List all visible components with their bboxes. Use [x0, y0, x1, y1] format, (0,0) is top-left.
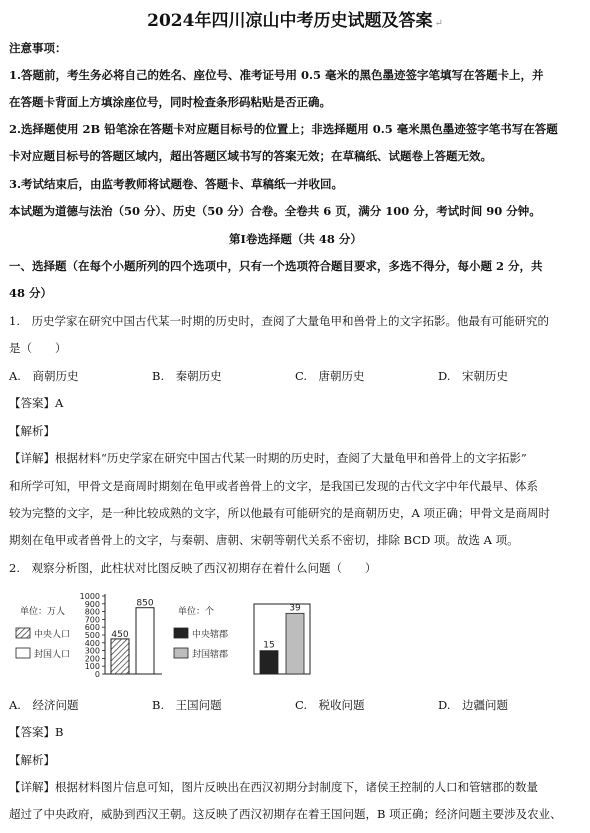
y-tick-label: 500 [84, 631, 100, 640]
question-2-detail-line-1: 【详解】根据材料图片信息可知，图片反映出在西汉初期分封制度下，诸侯王控制的人口和管辖郡的数量 [9, 780, 538, 794]
question-1-stem-line-1: 1. 历史学家在研究中国古代某一时期的历史时，查阅了大量龟甲和兽骨上的文字拓影。他最有可能研究的 [9, 314, 549, 328]
legend-swatch [16, 628, 30, 638]
legend-swatch [16, 648, 30, 658]
question-1-option-b: B. 秦朝历史 [152, 369, 222, 383]
question-1-detail-line-1: 【详解】根据材料“历史学家在研究中国古代某一时期的历史时，查阅了大量龟甲和兽骨上的文字拓影” [9, 451, 527, 465]
section-title: 第Ⅰ卷选择题（共 48 分） [229, 232, 362, 246]
data-label: 15 [263, 640, 275, 651]
legend-swatch [174, 648, 188, 658]
question-1-option-c: C. 唐朝历史 [295, 369, 365, 383]
unit-label: 单位：个 [178, 607, 215, 617]
y-tick-label: 200 [84, 654, 100, 664]
legend-label: 中央辖郡 [192, 630, 229, 640]
data-label: 850 [136, 598, 154, 609]
y-tick-label: 800 [84, 607, 100, 617]
legend-label: 封国辖郡 [192, 650, 229, 660]
notice-item-2-line-1: 2.选择题使用 2B 铅笔涂在答题卡对应题目标号的位置上；非选择题用 0.5 毫米黑色墨迹签字笔书写在答题 [9, 122, 558, 136]
notice-item-3: 3.考试结束后，由监考教师将试题卷、答题卡、草稿纸一并收回。 [9, 177, 344, 191]
question-1-answer: 【答案】A [9, 396, 64, 410]
legend-label: 封国人口 [34, 650, 71, 660]
question-2-detail-line-2: 超过了中央政府，威胁到西汉王朝。这反映了西汉初期存在着王国问题，B 项正确；经济问题主要涉及农业、 [9, 807, 562, 821]
question-1-option-a: A. 商朝历史 [9, 369, 79, 383]
unit-label: 单位：万人 [20, 607, 66, 617]
question-1-detail-line-3: 较为完整的文字，是一种比较成熟的文字，所以他最有可能研究的是商朝历史，A 项正确；甲骨文是商周时 [9, 506, 550, 520]
y-tick-label: 600 [84, 623, 100, 633]
page-title: 2024年四川凉山中考历史试题及答案 ↵ [147, 11, 443, 31]
question-1-detail-line-2: 和所学可知，甲骨文是商周时期刻在龟甲或者兽骨上的文字，是我国已发现的古代文字中年代最早、体系 [9, 479, 538, 493]
question-2-option-d: D. 边疆问题 [438, 698, 508, 712]
question-2-analysis-label: 【解析】 [9, 753, 55, 767]
part-one-heading-line-1: 一、选择题（在每个小题所列的四个选项中，只有一个选项符合题目要求，多选不得分，每小题 2 分，共 [9, 259, 543, 273]
notice-item-1-line-2: 在答题卡背面上方填涂座位号，同时检查条形码粘贴是否正确。 [9, 95, 331, 109]
y-tick-label: 900 [84, 599, 100, 609]
question-2-option-c: C. 税收问题 [295, 698, 365, 712]
data-label: 450 [111, 629, 129, 640]
population-bar-chart [10, 586, 170, 682]
bar [260, 651, 278, 674]
exam-info: 本试题为道德与法治（50 分）、历史（50 分）合卷。全卷共 6 页，满分 100 分，考试时间 90 分钟。 [9, 204, 541, 218]
y-tick-label: 1000 [79, 592, 100, 601]
commandery-bar-chart [170, 586, 330, 682]
question-1-option-d: D. 宋朝历史 [438, 369, 508, 383]
notice-item-1-line-1: 1.答题前，考生务必将自己的姓名、座位号、准考证号用 0.5 毫米的黑色墨迹签字笔填写在答题卡上，并 [9, 68, 544, 82]
legend-label: 中央人口 [34, 630, 71, 640]
question-1-analysis-label: 【解析】 [9, 424, 55, 438]
data-label: 39 [289, 603, 301, 614]
bar [136, 608, 154, 674]
question-2-option-a: A. 经济问题 [9, 698, 79, 712]
y-tick-label: 700 [84, 615, 100, 625]
question-2-answer: 【答案】B [9, 725, 64, 739]
notice-heading: 注意事项： [9, 41, 67, 55]
notice-item-2-line-2: 卡对应题目标号的答题区域内，超出答题区域书写的答案无效；在草稿纸、试题卷上答题无效。 [9, 149, 492, 163]
question-2-stem: 2. 观察分析图，此柱状对比图反映了西汉初期存在着什么问题（ ） [9, 561, 377, 575]
y-tick-label: 400 [84, 638, 100, 648]
question-1-detail-line-4: 期刻在龟甲或者兽骨上的文字，与秦朝、唐朝、宋朝等朝代关系不密切，排除 BCD 项。故选 A 项。 [9, 533, 519, 547]
bar [111, 639, 129, 674]
bar [286, 613, 304, 674]
y-tick-label: 100 [84, 662, 100, 672]
legend-swatch [174, 628, 188, 638]
part-one-heading-line-2: 48 分） [9, 286, 53, 300]
y-tick-label: 300 [84, 646, 100, 656]
question-1-stem-line-2: 是（ ） [9, 341, 67, 355]
question-2-option-b: B. 王国问题 [152, 698, 222, 712]
y-tick-label: 0 [94, 670, 100, 679]
